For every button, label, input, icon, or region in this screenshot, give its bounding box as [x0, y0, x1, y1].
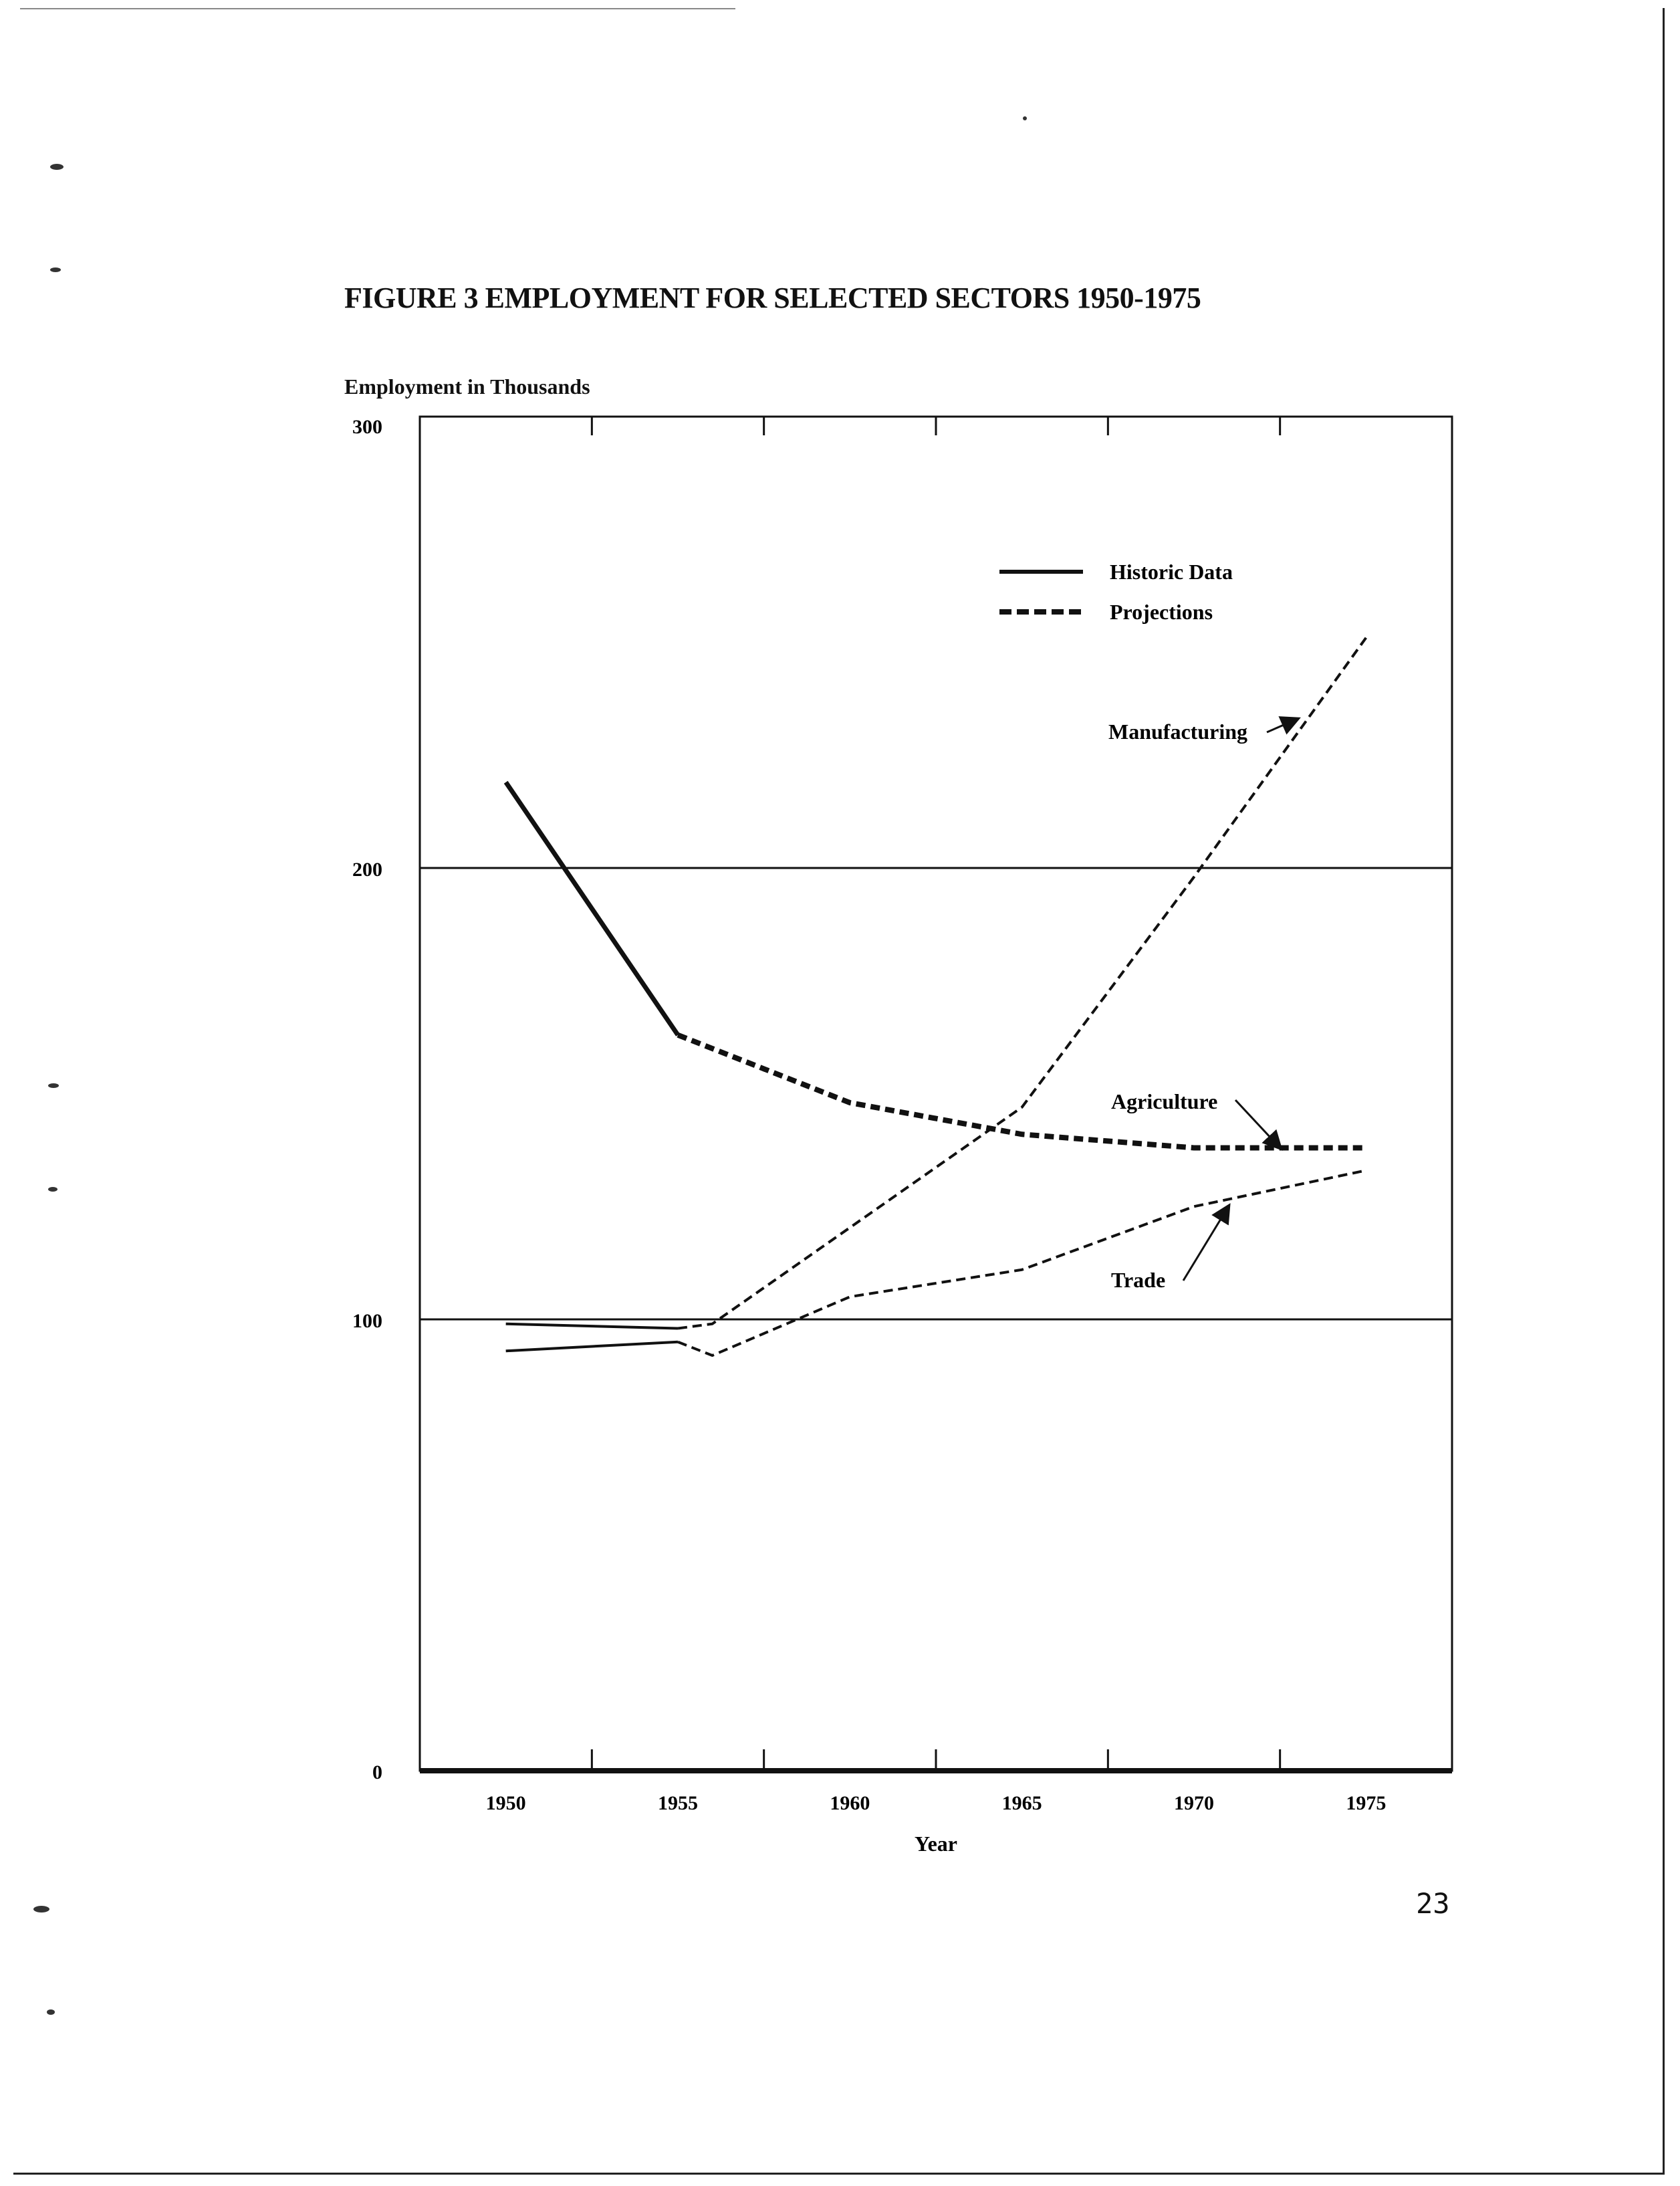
x-tick-label: 1960 [830, 1792, 870, 1814]
legend-label: Historic Data [1110, 560, 1233, 584]
trade-projection-line [678, 1170, 1366, 1355]
axis-labels [352, 416, 1386, 1856]
axes [420, 417, 1452, 1771]
series-lines [506, 638, 1366, 1355]
x-tick-label: 1955 [658, 1792, 698, 1814]
manufacturing-projection-line [678, 638, 1366, 1329]
agriculture-projection-line [678, 1035, 1366, 1148]
x-axis-label: Year [915, 1832, 957, 1856]
trade-historic-line [506, 1342, 678, 1351]
plot-frame [420, 417, 1452, 1771]
scan-speck [33, 1906, 49, 1912]
scan-speck [48, 1187, 57, 1192]
manufacturing-historic-line [506, 1324, 678, 1329]
x-tick-label: 1950 [485, 1792, 526, 1814]
x-tick-label: 1975 [1346, 1792, 1387, 1814]
scan-speck [50, 267, 61, 272]
y-axis-label: Employment in Thousands [344, 374, 590, 399]
scan-speck [1023, 116, 1027, 120]
agriculture-historic-line [506, 782, 678, 1035]
legend [999, 560, 1233, 624]
scan-speck [48, 1083, 59, 1088]
y-tick-label: 200 [352, 859, 382, 881]
x-tick-label: 1970 [1174, 1792, 1214, 1814]
manufacturing-annotation-label: Manufacturing [1108, 720, 1247, 744]
agriculture-annotation-label: Agriculture [1111, 1089, 1218, 1113]
gridlines [420, 868, 1452, 1319]
scan-speck [50, 164, 64, 170]
y-tick-label: 300 [352, 416, 382, 438]
figure-title: FIGURE 3 EMPLOYMENT FOR SELECTED SECTORS 1950-1975 [344, 282, 1201, 314]
y-tick-label: 0 [372, 1761, 382, 1783]
scan-speck [47, 2009, 55, 2015]
legend-label: Projections [1110, 600, 1213, 624]
agriculture-annotation-arrow [1235, 1100, 1280, 1148]
y-tick-label: 100 [352, 1310, 382, 1332]
page-number: 23 [1416, 1887, 1450, 1920]
trade-annotation-label: Trade [1111, 1268, 1166, 1292]
x-tick-label: 1965 [1001, 1792, 1042, 1814]
manufacturing-annotation-arrow [1267, 719, 1297, 732]
trade-annotation-arrow [1183, 1206, 1228, 1281]
